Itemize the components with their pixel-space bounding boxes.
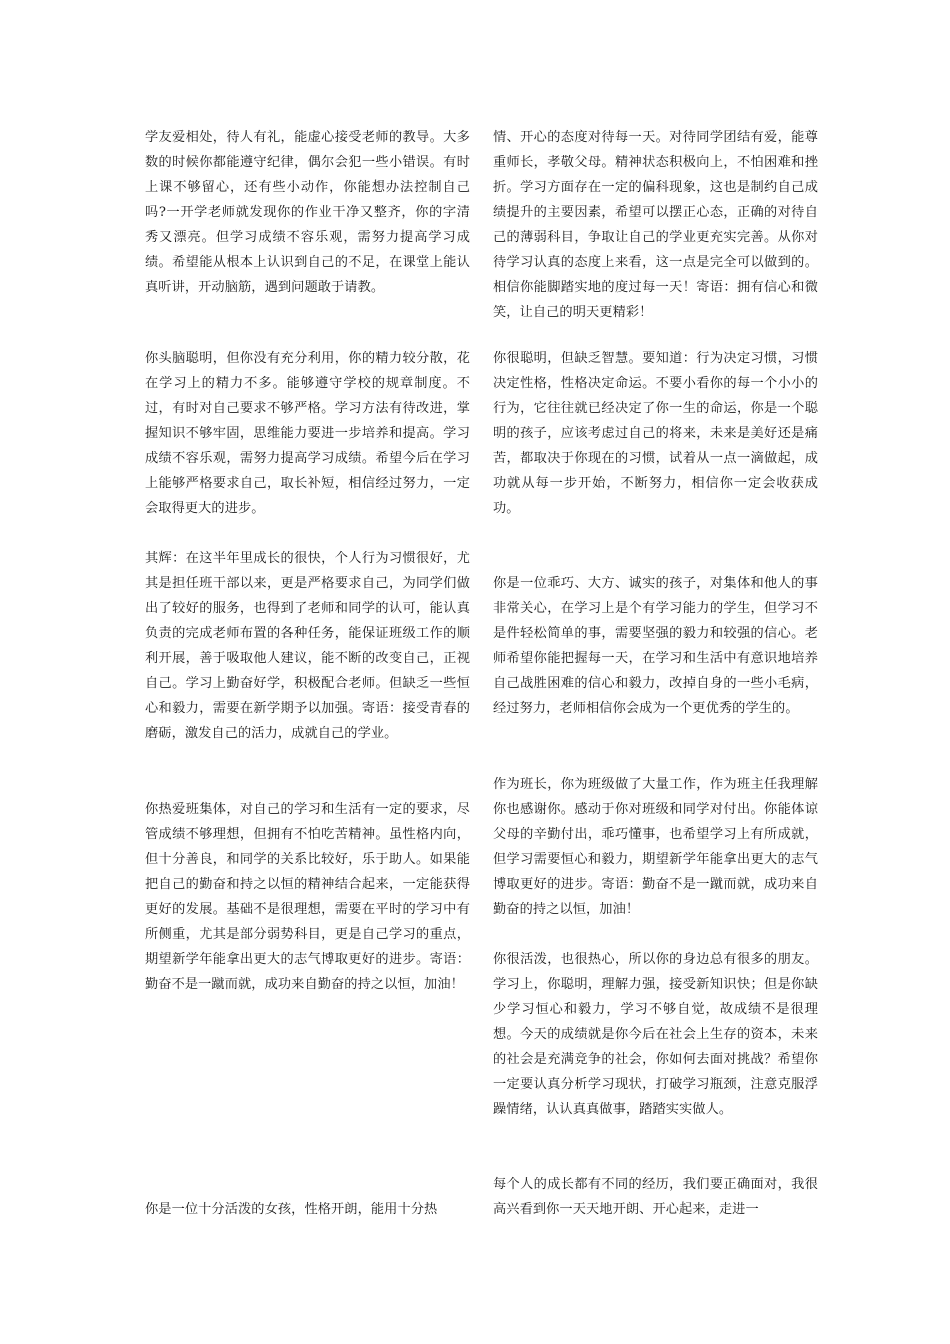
comment-paragraph: 你热爱班集体，对自己的学习和生活有一定的要求，尽管成绩不够理想，但拥有不怕吃苦精神。虽性格内向，但十分善良，和同学的关系比较好，乐于助人。如果能把自己的勤奋和持之以恒的精神结合起来，一定能获得更好的发展。基础不是很理想，需要在平时的学习中有所侧重，尤其是部分弱势科目，更是自己学习的重点，期望新学年能拿出更大的志气博取更好的进步。寄语：勤奋不是一蹴而就，成功来自勤奋的持之以恒，加油！	[145, 802, 470, 992]
comment-paragraph: 你很活泼，也很热心，所以你的身边总有很多的朋友。学习上，你聪明，理解力强，接受新知识快；但是你缺少学习恒心和毅力，学习不够自觉，故成绩不是很理想。今天的成绩就是你今后在社会上生存的资本，未来的社会是充满竞争的社会，你如何去面对挑战？希望你一定要认真分析学习现状，打破学习瓶颈，注意克服浮躁情绪，认认真真做事，踏踏实实做人。	[493, 952, 818, 1117]
comment-paragraph: 情、开心的态度对待每一天。对待同学团结有爱，能尊重师长，孝敬父母。精神状态积极向上，不怕困难和挫折。学习方面存在一定的偏科现象，这也是制约自己成绩提升的主要因素，希望可以摆正心态，正确的对待自己的薄弱科目，争取让自己的学业更充实完善。从你对待学习认真的态度上来看，这一点是完全可以做到的。相信你能脚踏实地的度过每一天！寄语：拥有信心和微笑，让自己的明天更精彩！	[493, 130, 818, 320]
comment-paragraph: 你头脑聪明，但你没有充分利用，你的精力较分散，花在学习上的精力不多。能够遵守学校的规章制度。不过，有时对自己要求不够严格。学习方法有待改进，掌握知识不够牢固，思维能力要进一步培养和提高。学习成绩不容乐观，需努力提高学习成绩。希望今后在学习上能够严格要求自己，取长补短，相信经过努力，一定会取得更大的进步。	[145, 351, 470, 516]
comment-paragraph: 其辉：在这半年里成长的很快，个人行为习惯很好，尤其是担任班干部以来，更是严格要求自己，为同学们做出了较好的服务，也得到了老师和同学的认可，能认真负责的完成老师布置的各种任务，能保证班级工作的顺利开展，善于吸取他人建议，能不断的改变自己，正视自己。学习上勤奋好学，积极配合老师。但缺乏一些恒心和毅力，需要在新学期予以加强。寄语：接受青春的磨砺，激发自己的活力，成就自己的学业。	[145, 551, 470, 741]
comment-paragraph: 学友爱相处，待人有礼，能虚心接受老师的教导。大多数的时候你都能遵守纪律，偶尔会犯一些小错误。有时上课不够留心，还有些小动作，你能想办法控制自己吗?一开学老师就发现你的作业干净又整齐，你的字清秀又漂亮。但学习成绩不容乐观，需努力提高学习成绩。希望能从根本上认识到自己的不足，在课堂上能认真听讲，开动脑筋，遇到问题敢于请教。	[145, 130, 470, 295]
comment-paragraph: 你很聪明，但缺乏智慧。要知道：行为决定习惯，习惯决定性格，性格决定命运。不要小看你的每一个小小的行为，它往往就已经决定了你一生的命运，你是一个聪明的孩子，应该考虑过自己的将来，未来是美好还是痛苦，都取决于你现在的习惯，试着从一点一滴做起，成功就从每一步开始，不断努力，相信你一定会收获成功。	[493, 351, 818, 516]
comment-paragraph: 你是一位乖巧、大方、诚实的孩子，对集体和他人的事非常关心，在学习上是个有学习能力的学生，但学习不是件轻松简单的事，需要坚强的毅力和较强的信心。老师希望你能把握每一天，在学习和生活中有意识地培养自己战胜困难的信心和毅力，改掉自身的一些小毛病，经过努力，老师相信你会成为一个更优秀的学生的。	[493, 576, 818, 716]
comment-paragraph: 作为班长，你为班级做了大量工作，作为班主任我理解你也感谢你。感动于你对班级和同学对付出。你能体谅父母的辛勤付出，乖巧懂事，也希望学习上有所成就，但学习需要恒心和毅力，期望新学年能拿出更大的志气博取更好的进步。寄语：勤奋不是一蹴而就，成功来自勤奋的持之以恒，加油！	[493, 777, 818, 917]
comment-paragraph: 你是一位十分活泼的女孩，性格开朗，能用十分热	[145, 1202, 438, 1217]
comment-paragraph: 每个人的成长都有不同的经历，我们要正确面对，我很高兴看到你一天天地开朗、开心起来，走进一	[493, 1177, 818, 1217]
